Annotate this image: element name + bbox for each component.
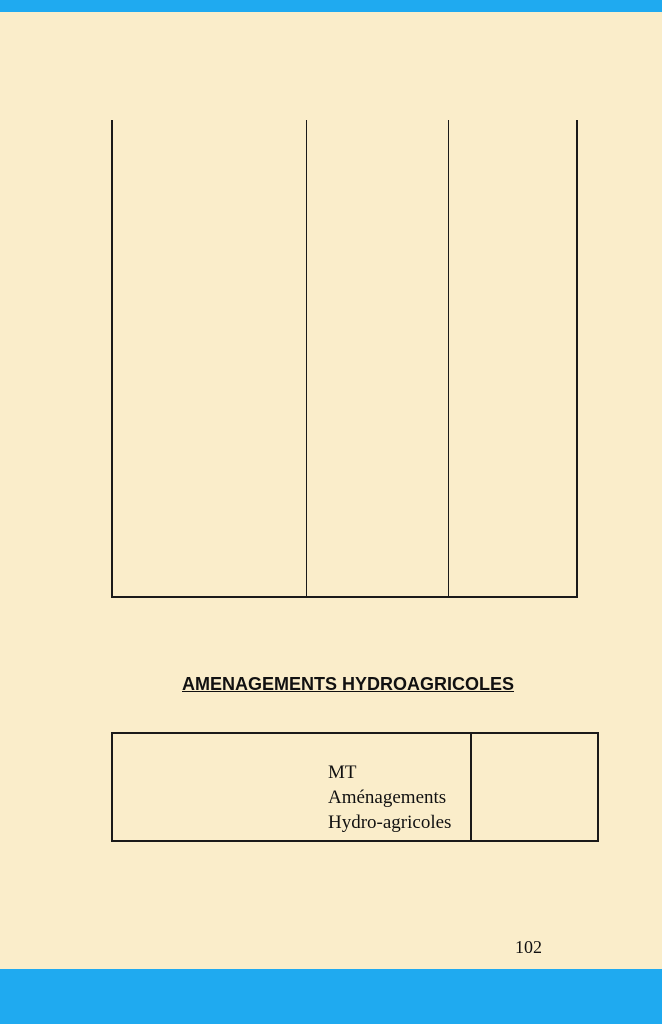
bottom-color-band [0, 969, 662, 1024]
table-cell-text [328, 760, 451, 835]
table-column-divider [306, 120, 307, 596]
table-cell-line: MT [328, 762, 357, 783]
table-column-divider [448, 120, 449, 596]
table-cell-line: Hydro-agricoles [328, 812, 452, 833]
section-heading: AMENAGEMENTS HYDROAGRICOLES [182, 674, 515, 694]
continued-table [111, 120, 578, 598]
hydroagricole-table [111, 732, 599, 842]
page-number: 102 [515, 937, 542, 957]
top-color-band [0, 0, 662, 12]
table-column-divider [470, 734, 472, 840]
table-cell-line: Aménagements [328, 787, 447, 808]
